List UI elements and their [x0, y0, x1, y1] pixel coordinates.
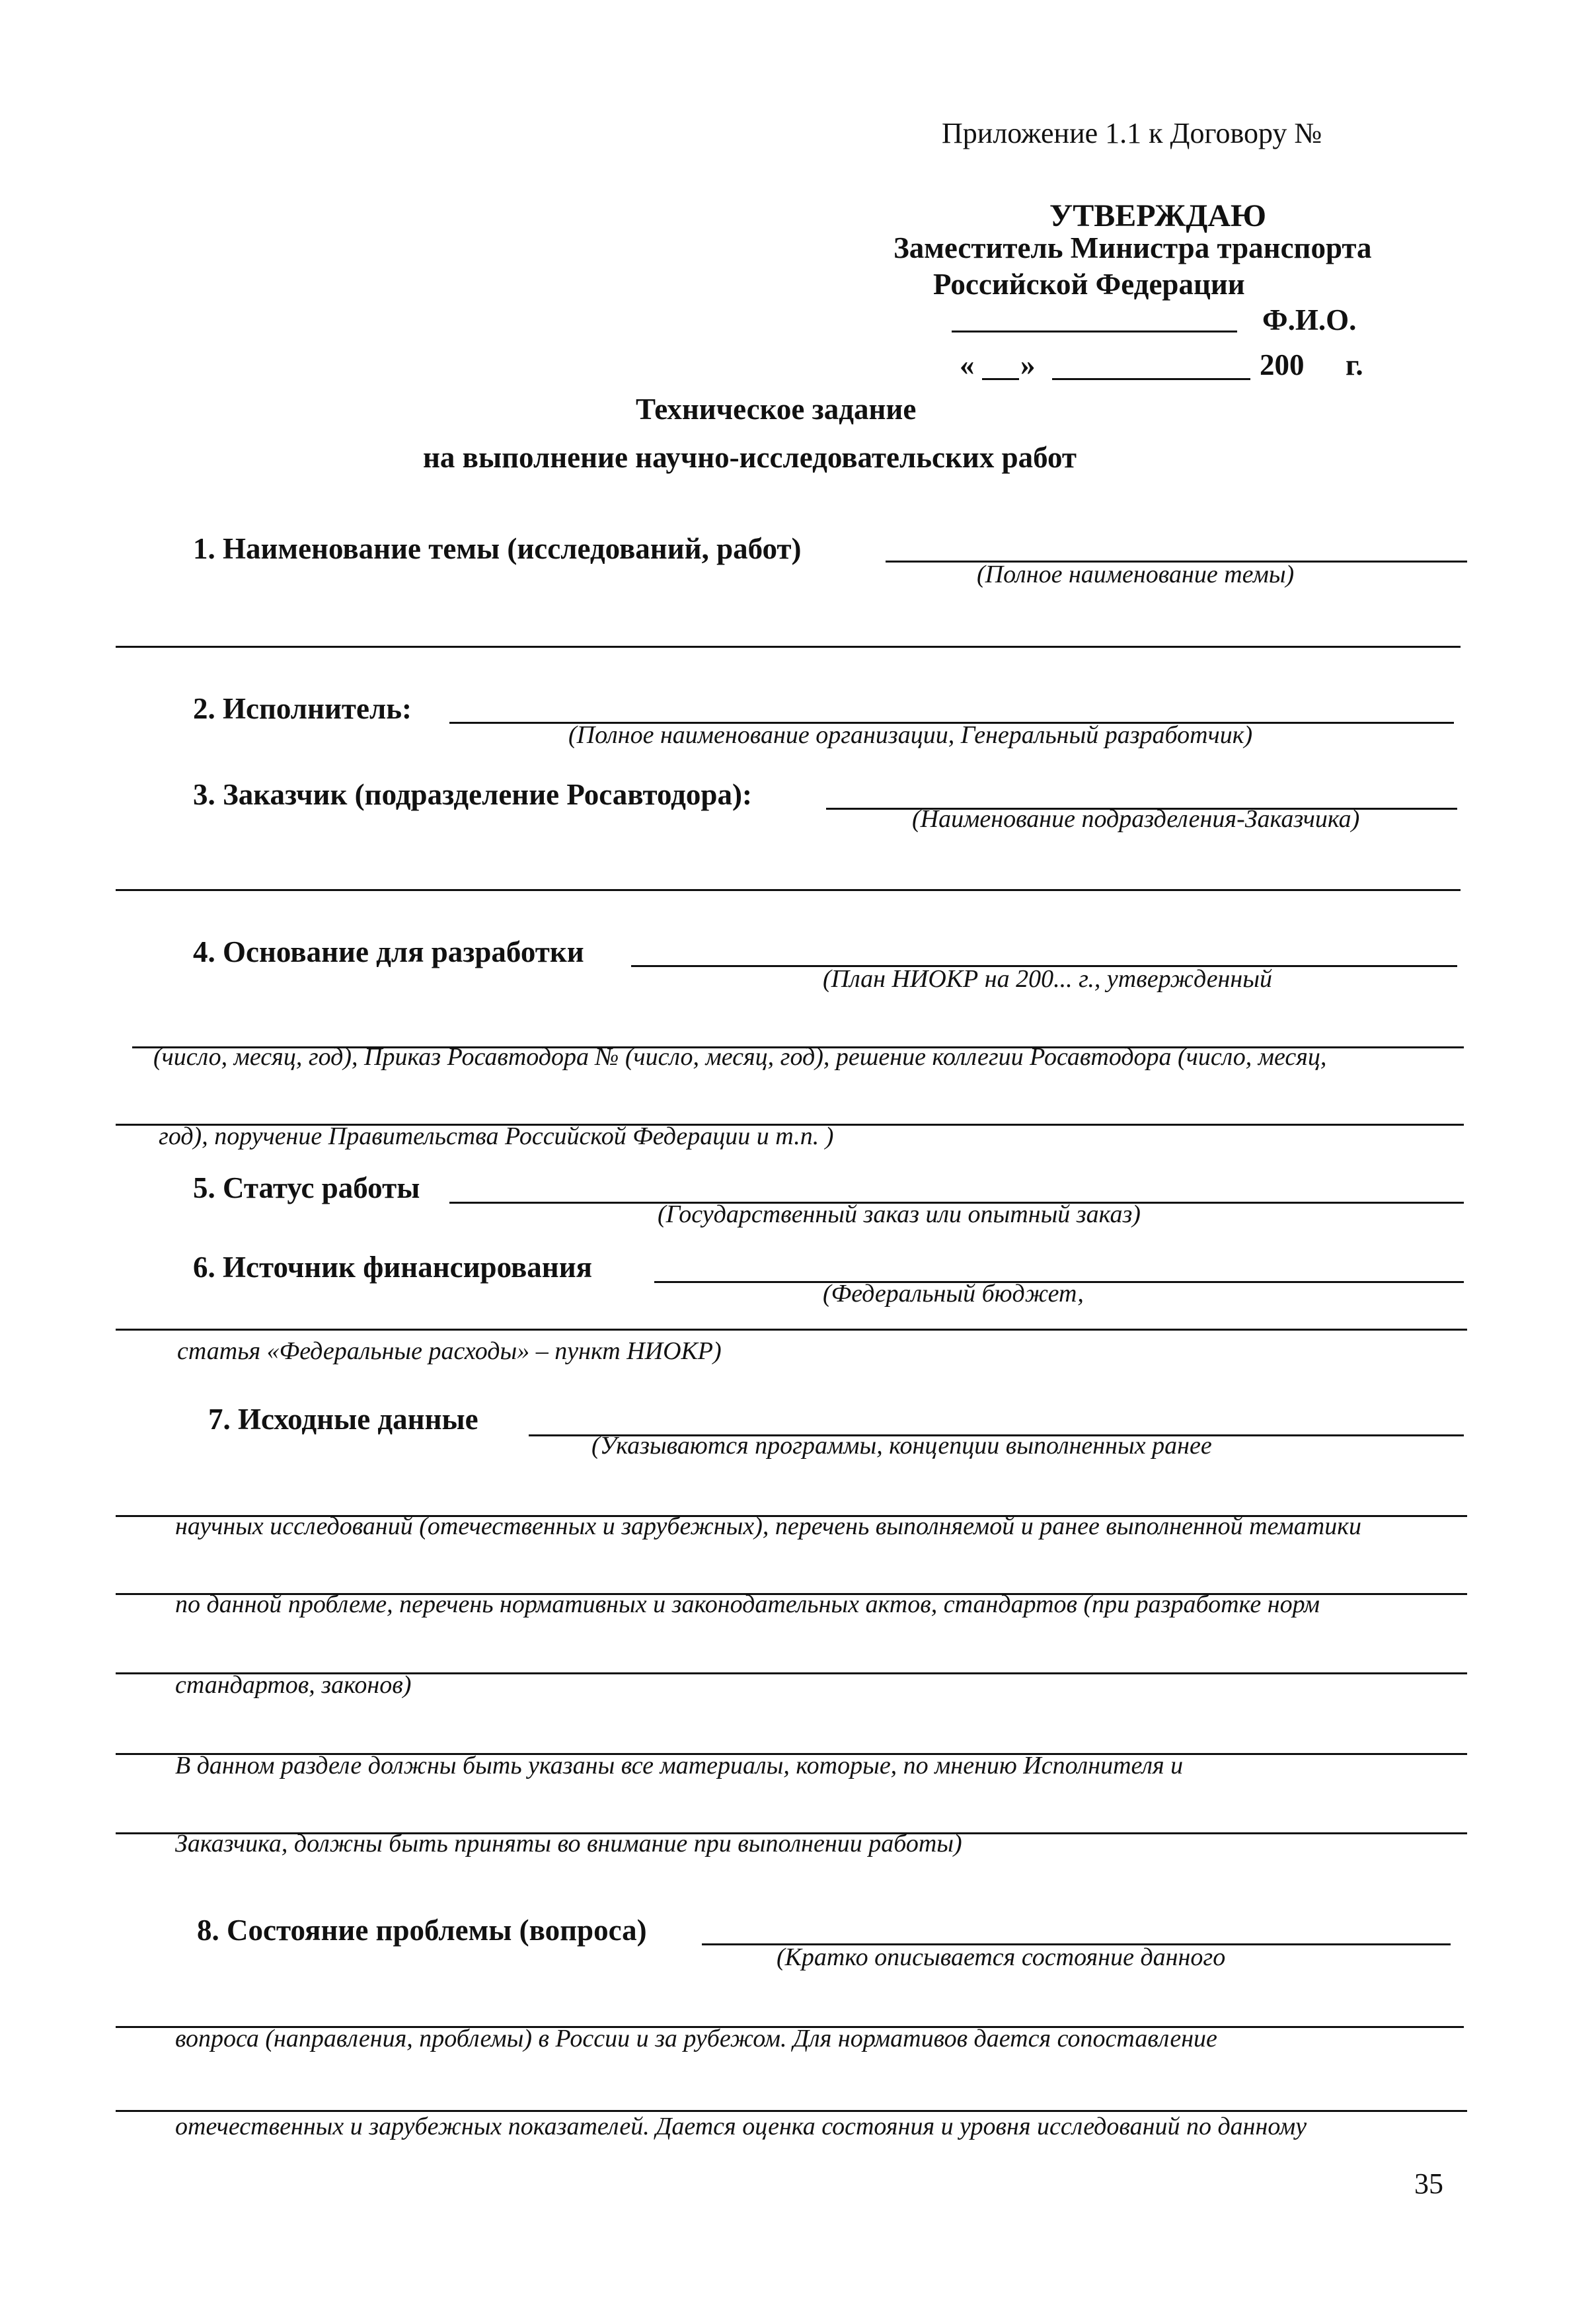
section-2-label: 2. Исполнитель: [193, 692, 412, 725]
section-6-hint-1: (Федеральный бюджет, [823, 1280, 1084, 1307]
approver-position-line2: Российской Федерации [933, 268, 1245, 301]
section-2-hint: (Полное наименование организации, Генеральный разработчик) [568, 721, 1253, 749]
section-6-line-2 [116, 1329, 1467, 1331]
document-title: Техническое задание [636, 393, 917, 426]
page-number: 35 [1414, 2167, 1443, 2200]
section-7-label: 7. Исходные данные [208, 1403, 478, 1436]
section-3-label: 3. Заказчик (подразделение Росавтодора): [193, 778, 752, 811]
appendix-reference: Приложение 1.1 к Договору № [942, 117, 1322, 149]
day-line [982, 378, 1019, 380]
section-5-hint: (Государственный заказ или опытный заказ) [658, 1200, 1141, 1228]
section-7-hint-1: (Указываются программы, концепции выполненных ранее [591, 1432, 1212, 1460]
approval-year-suffix: г. [1346, 348, 1363, 381]
section-1-label: 1. Наименование темы (исследований, работ) [193, 532, 802, 565]
section-6-hint-2: статья «Федеральные расходы» – пункт НИОКР) [177, 1337, 722, 1365]
month-line [1052, 378, 1250, 380]
section-4-hint-3: год), поручение Правительства Российской Федерации и т.п. ) [159, 1122, 834, 1150]
section-7-hint-4: стандартов, законов) [175, 1671, 412, 1699]
section-8-hint-1: (Кратко описывается состояние данного [777, 1943, 1226, 1971]
section-8-line-3 [116, 2110, 1467, 2112]
date-close-quote: » [1020, 348, 1036, 381]
section-3-hint: (Наименование подразделения-Заказчика) [912, 805, 1360, 833]
approval-stamp-heading: УТВЕРЖДАЮ [1049, 198, 1267, 233]
section-7-hint-3: по данной проблеме, перечень нормативных и законодательных актов, стандартов (при разработке норм [175, 1590, 1320, 1618]
section-5-label: 5. Статус работы [193, 1171, 420, 1204]
section-7-hint-5: В данном разделе должны быть указаны все материалы, которые, по мнению Исполнителя и [175, 1752, 1184, 1779]
date-open-quote: « [960, 348, 975, 381]
document-subtitle: на выполнение научно-исследовательских работ [423, 441, 1077, 474]
section-1-hint: (Полное наименование темы) [977, 561, 1295, 588]
section-1-line-2 [116, 646, 1461, 648]
section-3-line-2 [116, 889, 1461, 891]
section-6-label: 6. Источник финансирования [193, 1251, 592, 1284]
section-8-label: 8. Состояние проблемы (вопроса) [197, 1914, 647, 1947]
section-4-hint-1: (План НИОКР на 200... г., утвержденный [823, 965, 1272, 993]
section-4-label: 4. Основание для разработки [193, 935, 584, 968]
section-4-hint-2: (число, месяц, год), Приказ Росавтодора № (число, месяц, год), решение коллегии Росавтодора (число, месяц, [153, 1043, 1327, 1071]
section-8-hint-2: вопроса (направления, проблемы) в России и за рубежом. Для нормативов дается сопоставление [175, 2025, 1217, 2052]
approver-position-line1: Заместитель Министра транспорта [893, 231, 1372, 264]
section-7-hint-6: Заказчика, должны быть приняты во внимание при выполнении работы) [175, 1830, 962, 1857]
approval-year: 200 [1260, 348, 1305, 381]
signature-line [952, 331, 1237, 332]
section-8-hint-3: отечественных и зарубежных показателей. Дается оценка состояния и уровня исследований по данному [175, 2113, 1307, 2140]
section-7-hint-2: научных исследований (отечественных и зарубежных), перечень выполняемой и ранее выполненной тематики [175, 1512, 1361, 1540]
approver-fio: Ф.И.О. [1262, 303, 1357, 336]
